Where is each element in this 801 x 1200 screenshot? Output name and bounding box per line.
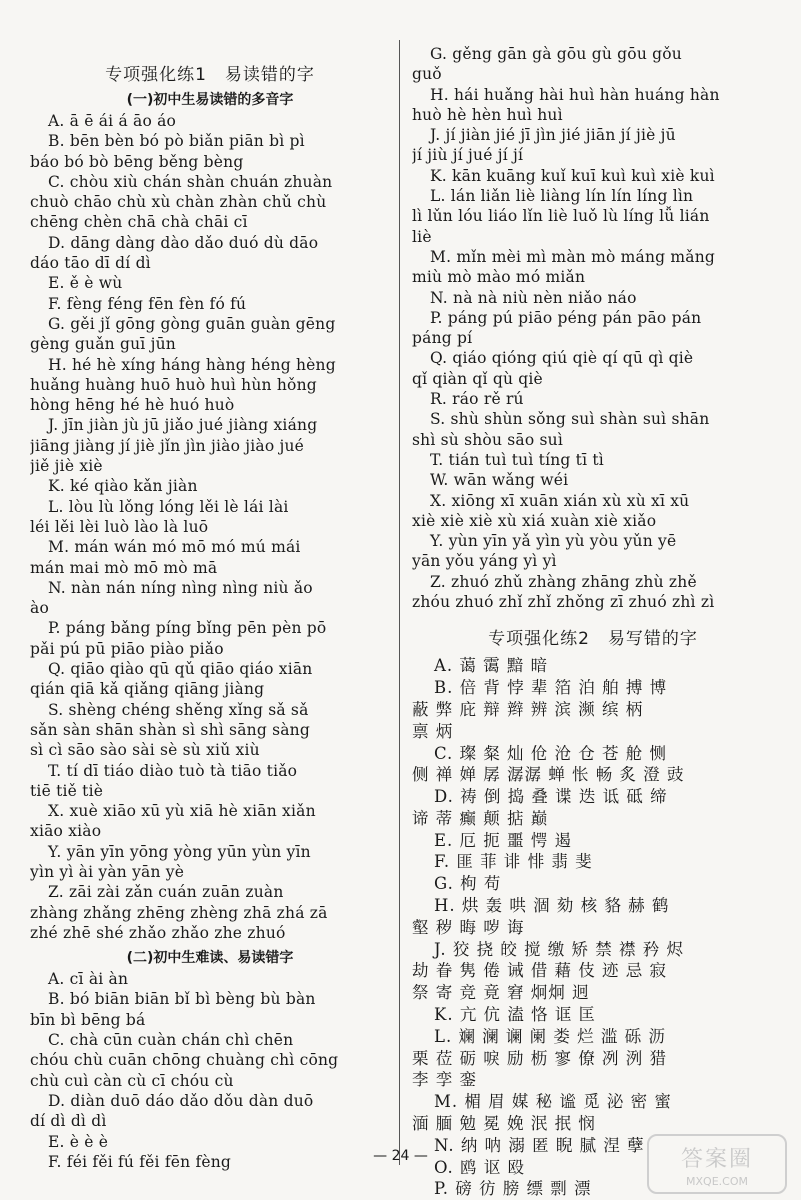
hanzi-line: D. 祷 倒 捣 叠 谍 迭 诋 砥 缔 — [434, 787, 668, 807]
pinyin-line: H. hé hè xíng háng hàng héng hèng — [48, 355, 336, 374]
pinyin-line: Z. zāi zài zǎn cuán zuān zuàn — [48, 883, 284, 902]
pinyin-line: lì lǔn lóu liáo lǐn liè luǒ lù líng lǚ lián — [412, 207, 710, 226]
hanzi-line: F. 匪 菲 诽 悱 翡 斐 — [434, 852, 593, 872]
hanzi-line: 谛 蒂 癫 颠 掂 巅 — [412, 808, 549, 828]
pinyin-line: zhé zhē shé zhǎo zhǎo zhe zhuó — [30, 923, 286, 942]
pinyin-line: liè — [412, 227, 432, 246]
pinyin-line: L. lán liǎn liè liàng lín lín líng lìn — [430, 187, 694, 206]
pinyin-line: sǎn sàn shān shàn sì shì sāng sàng — [30, 720, 310, 739]
hanzi-line: 蔽 弊 庇 辩 辫 辨 滨 濒 缤 柄 — [412, 699, 644, 719]
right-column — [412, 40, 774, 1200]
hanzi-line: 禀 炳 — [412, 721, 454, 741]
pinyin-line: léi lěi lèi luò lào là luō — [30, 517, 209, 536]
pinyin-line: tiē tiě tiè — [30, 781, 104, 800]
pinyin-line: Z. zhuó zhǔ zhàng zhāng zhù zhě — [430, 572, 697, 591]
pinyin-line: X. xuè xiāo xū yù xiā hè xiān xiǎn — [48, 802, 316, 821]
pinyin-line: P. páng bǎng píng bǐng pēn pèn pō — [48, 619, 327, 638]
pinyin-line: N. nàn nán níng nìng nìng niù ǎo — [48, 578, 313, 597]
pinyin-line: H. hái huǎng hài huì hàn huáng hàn — [430, 85, 720, 104]
section2-title: 专项强化练2 易写错的字 — [488, 629, 698, 650]
pinyin-line: Q. qiāo qiào qū qǔ qiāo qiáo xiān — [48, 660, 313, 679]
pinyin-line: A. cī ài àn — [48, 970, 129, 989]
pinyin-line: chuò chāo chù xù chàn zhàn chǔ chù — [30, 193, 327, 212]
pinyin-line: yān yǒu yáng yì yì — [412, 552, 557, 571]
sub1-title: (一)初中生易读错的多音字 — [126, 92, 294, 108]
pinyin-line: jí jiù jí jué jí jí — [412, 146, 524, 165]
section1-title: 专项强化练1 易读错的字 — [105, 65, 315, 85]
pinyin-line: J. jīn jiàn jù jū jiǎo jué jiàng xiáng — [48, 416, 318, 435]
sub2-list — [30, 969, 390, 1172]
hanzi-line: 侧 禅 婵 孱 潺潺 蝉 怅 畅 炙 澄 豉 — [412, 765, 685, 785]
pinyin-line: báo bó bò bēng běng bèng — [30, 152, 244, 171]
pinyin-line: G. gěi jǐ gōng gòng guān guàn gēng — [48, 314, 336, 333]
pinyin-line: B. bēn bèn bó pò biǎn piān bì pì — [48, 132, 305, 151]
pinyin-line: M. mán wán mó mō mó mú mái — [48, 538, 301, 557]
pinyin-line: A. ā ē ái á āo áo — [48, 112, 177, 130]
pinyin-line: M. mǐn mèi mì màn mò máng mǎng — [430, 247, 716, 266]
pinyin-line: E. ě è wù — [48, 274, 123, 293]
page-number: — 24 — — [373, 1148, 428, 1164]
pinyin-line: bīn bì bēng bá — [30, 1010, 146, 1029]
pinyin-line: xiāo xiào — [30, 822, 102, 841]
pinyin-line: chēng chèn chā chà chāi cī — [30, 213, 248, 232]
hanzi-list — [412, 655, 774, 1200]
pinyin-line: D. diàn duō dáo dǎo dǒu dàn duō — [48, 1091, 314, 1110]
column-divider — [399, 40, 400, 1165]
pinyin-line: Y. yān yīn yōng yòng yūn yùn yīn — [48, 842, 311, 861]
hanzi-line: J. 狡 挠 皎 搅 缴 矫 禁 襟 矜 烬 — [434, 939, 685, 959]
pinyin-line: chóu chù cuān chōng chuàng chì cōng — [30, 1051, 339, 1070]
hanzi-line: 劫 眷 隽 倦 诫 借 藉 伎 迹 忌 寂 — [412, 961, 667, 981]
pinyin-line: F. féi fěi fú fěi fēn fèng — [48, 1152, 232, 1171]
hanzi-line: 李 孪 銮 — [412, 1070, 477, 1090]
pinyin-line: jiě jiè xiè — [30, 457, 103, 476]
pinyin-line: shì sù shòu sāo suì — [412, 430, 564, 449]
pinyin-line: zhóu zhuó zhǐ zhǐ zhǒng zī zhuó zhì zì — [412, 593, 715, 612]
hanzi-line: H. 烘 轰 哄 涸 劾 核 貉 赫 鹤 — [434, 896, 670, 916]
pinyin-line: hòng hēng hé hè huó huò — [30, 396, 235, 415]
hanzi-line: 栗 莅 砺 唳 励 枥 寥 僚 冽 洌 猎 — [412, 1048, 667, 1068]
pinyin-line: ào — [30, 599, 49, 618]
sub1-list — [30, 111, 390, 943]
left-column — [30, 40, 390, 1172]
hanzi-line: P. 磅 彷 膀 缥 剽 漂 — [434, 1179, 592, 1199]
pinyin-list-continued — [412, 44, 774, 612]
hanzi-line: G. 枸 苟 — [434, 874, 502, 894]
pinyin-line: pǎi pú pū piāo piào piǎo — [30, 639, 224, 658]
hanzi-line: A. 蔼 霭 黯 暗 — [434, 656, 549, 676]
pinyin-line: jiāng jiàng jí jiè jǐn jìn jiào jiào jué — [30, 436, 305, 455]
pinyin-line: P. páng pú piāo péng pán pāo pán — [430, 308, 702, 327]
pinyin-line: guǒ — [412, 65, 442, 84]
watermark-text: MXQE.COM — [686, 1175, 748, 1188]
pinyin-line: T. tián tuì tuì tíng tī tì — [430, 450, 604, 469]
hanzi-line: 祭 寄 竞 竟 窘 炯炯 迥 — [412, 983, 590, 1003]
pinyin-line: X. xiōng xī xuān xián xù xù xī xū — [430, 491, 690, 510]
hanzi-line: C. 璨 粲 灿 伧 沧 仓 苍 舱 恻 — [434, 743, 667, 763]
hanzi-line: B. 倍 背 悖 辈 箔 泊 舶 搏 博 — [434, 678, 668, 698]
pinyin-line: Q. qiáo qióng qiú qiè qí qū qì qiè — [430, 349, 694, 368]
pinyin-line: K. kān kuāng kuǐ kuī kuì kuì xiè kuì — [430, 166, 715, 185]
pinyin-line: E. è è è — [48, 1132, 109, 1151]
pinyin-line: S. shèng chéng shěng xǐng sǎ sǎ — [48, 700, 309, 719]
pinyin-line: K. ké qiào kǎn jiàn — [48, 477, 198, 496]
pinyin-line: T. tí dī tiáo diào tuò tà tiāo tiǎo — [48, 761, 298, 780]
pinyin-line: zhàng zhǎng zhēng zhèng zhā zhá zā — [30, 903, 328, 922]
pinyin-line: C. chòu xiù chán shàn chuán zhuàn — [48, 172, 333, 191]
pinyin-line: xiè xiè xiè xù xiá xuàn xiè xiǎo — [412, 511, 657, 530]
pinyin-line: dáo tāo dī dí dì — [30, 254, 151, 273]
watermark-logo: 答案圈 MXQE.COM — [647, 1134, 787, 1194]
pinyin-line: C. chà cūn cuàn chán chì chēn — [48, 1031, 294, 1050]
pinyin-line: B. bó biān biān bǐ bì bèng bù bàn — [48, 990, 316, 1009]
pinyin-line: sì cì sāo sào sài sè sù xiǔ xiù — [30, 741, 260, 760]
pinyin-line: W. wān wǎng wéi — [430, 471, 569, 490]
hanzi-line: E. 厄 扼 噩 愕 遏 — [434, 830, 573, 850]
pinyin-line: G. gěng gān gà gōu gù gōu gǒu — [430, 45, 682, 63]
hanzi-line: N. 纳 呐 溺 匿 睨 腻 涅 孽 — [434, 1135, 645, 1155]
pinyin-line: chù cuì càn cù cī chóu cù — [30, 1071, 234, 1090]
pinyin-line: huò hè hèn huì huì — [412, 105, 563, 124]
pinyin-line: yìn yì ài yàn yān yè — [30, 862, 185, 881]
sub2-title: (二)初中生难读、易读错字 — [126, 950, 294, 967]
pinyin-line: qǐ qiàn qǐ qù qiè — [412, 369, 543, 388]
pinyin-line: S. shù shùn sǒng suì shàn suì shān — [430, 410, 710, 429]
pinyin-line: mán mai mò mō mò mā — [30, 558, 218, 577]
pinyin-line: J. jí jiàn jié jī jìn jié jiān jí jiè jū — [430, 126, 676, 145]
pinyin-line: huǎng huàng huō huò huì hùn hǒng — [30, 375, 317, 394]
pinyin-line: qián qiā kǎ qiǎng qiāng jiàng — [30, 680, 265, 699]
pinyin-line: páng pí — [412, 329, 473, 348]
pinyin-line: D. dāng dàng dào dǎo duó dù dāo — [48, 233, 319, 252]
hanzi-line: L. 斓 澜 谰 阑 娄 烂 滥 砾 沥 — [434, 1026, 666, 1046]
pinyin-line: dí dì dì dì — [30, 1112, 107, 1131]
pinyin-line: gèng guǎn guī jūn — [30, 335, 176, 354]
pinyin-line: miù mò mào mó miǎn — [412, 268, 586, 287]
pinyin-line: Y. yùn yīn yǎ yìn yù yòu yǔn yē — [430, 532, 677, 551]
pinyin-line: N. nà nà niù nèn niǎo náo — [430, 288, 637, 307]
hanzi-line: M. 楣 眉 媒 秘 谧 觅 泌 密 蜜 — [434, 1092, 672, 1112]
pinyin-line: L. lòu lù lǒng lóng lěi lè lái lài — [48, 497, 289, 516]
hanzi-line: K. 亢 伉 溘 恪 诓 匡 — [434, 1005, 597, 1025]
hanzi-line: O. 鸥 讴 殴 — [434, 1157, 526, 1177]
hanzi-line: 湎 腼 勉 冕 娩 泯 抿 悯 — [412, 1114, 596, 1134]
hanzi-line: 壑 秽 晦 哕 诲 — [412, 917, 525, 937]
pinyin-line: R. ráo rě rú — [430, 390, 524, 409]
pinyin-line: F. fèng féng fēn fèn fó fú — [48, 294, 247, 313]
